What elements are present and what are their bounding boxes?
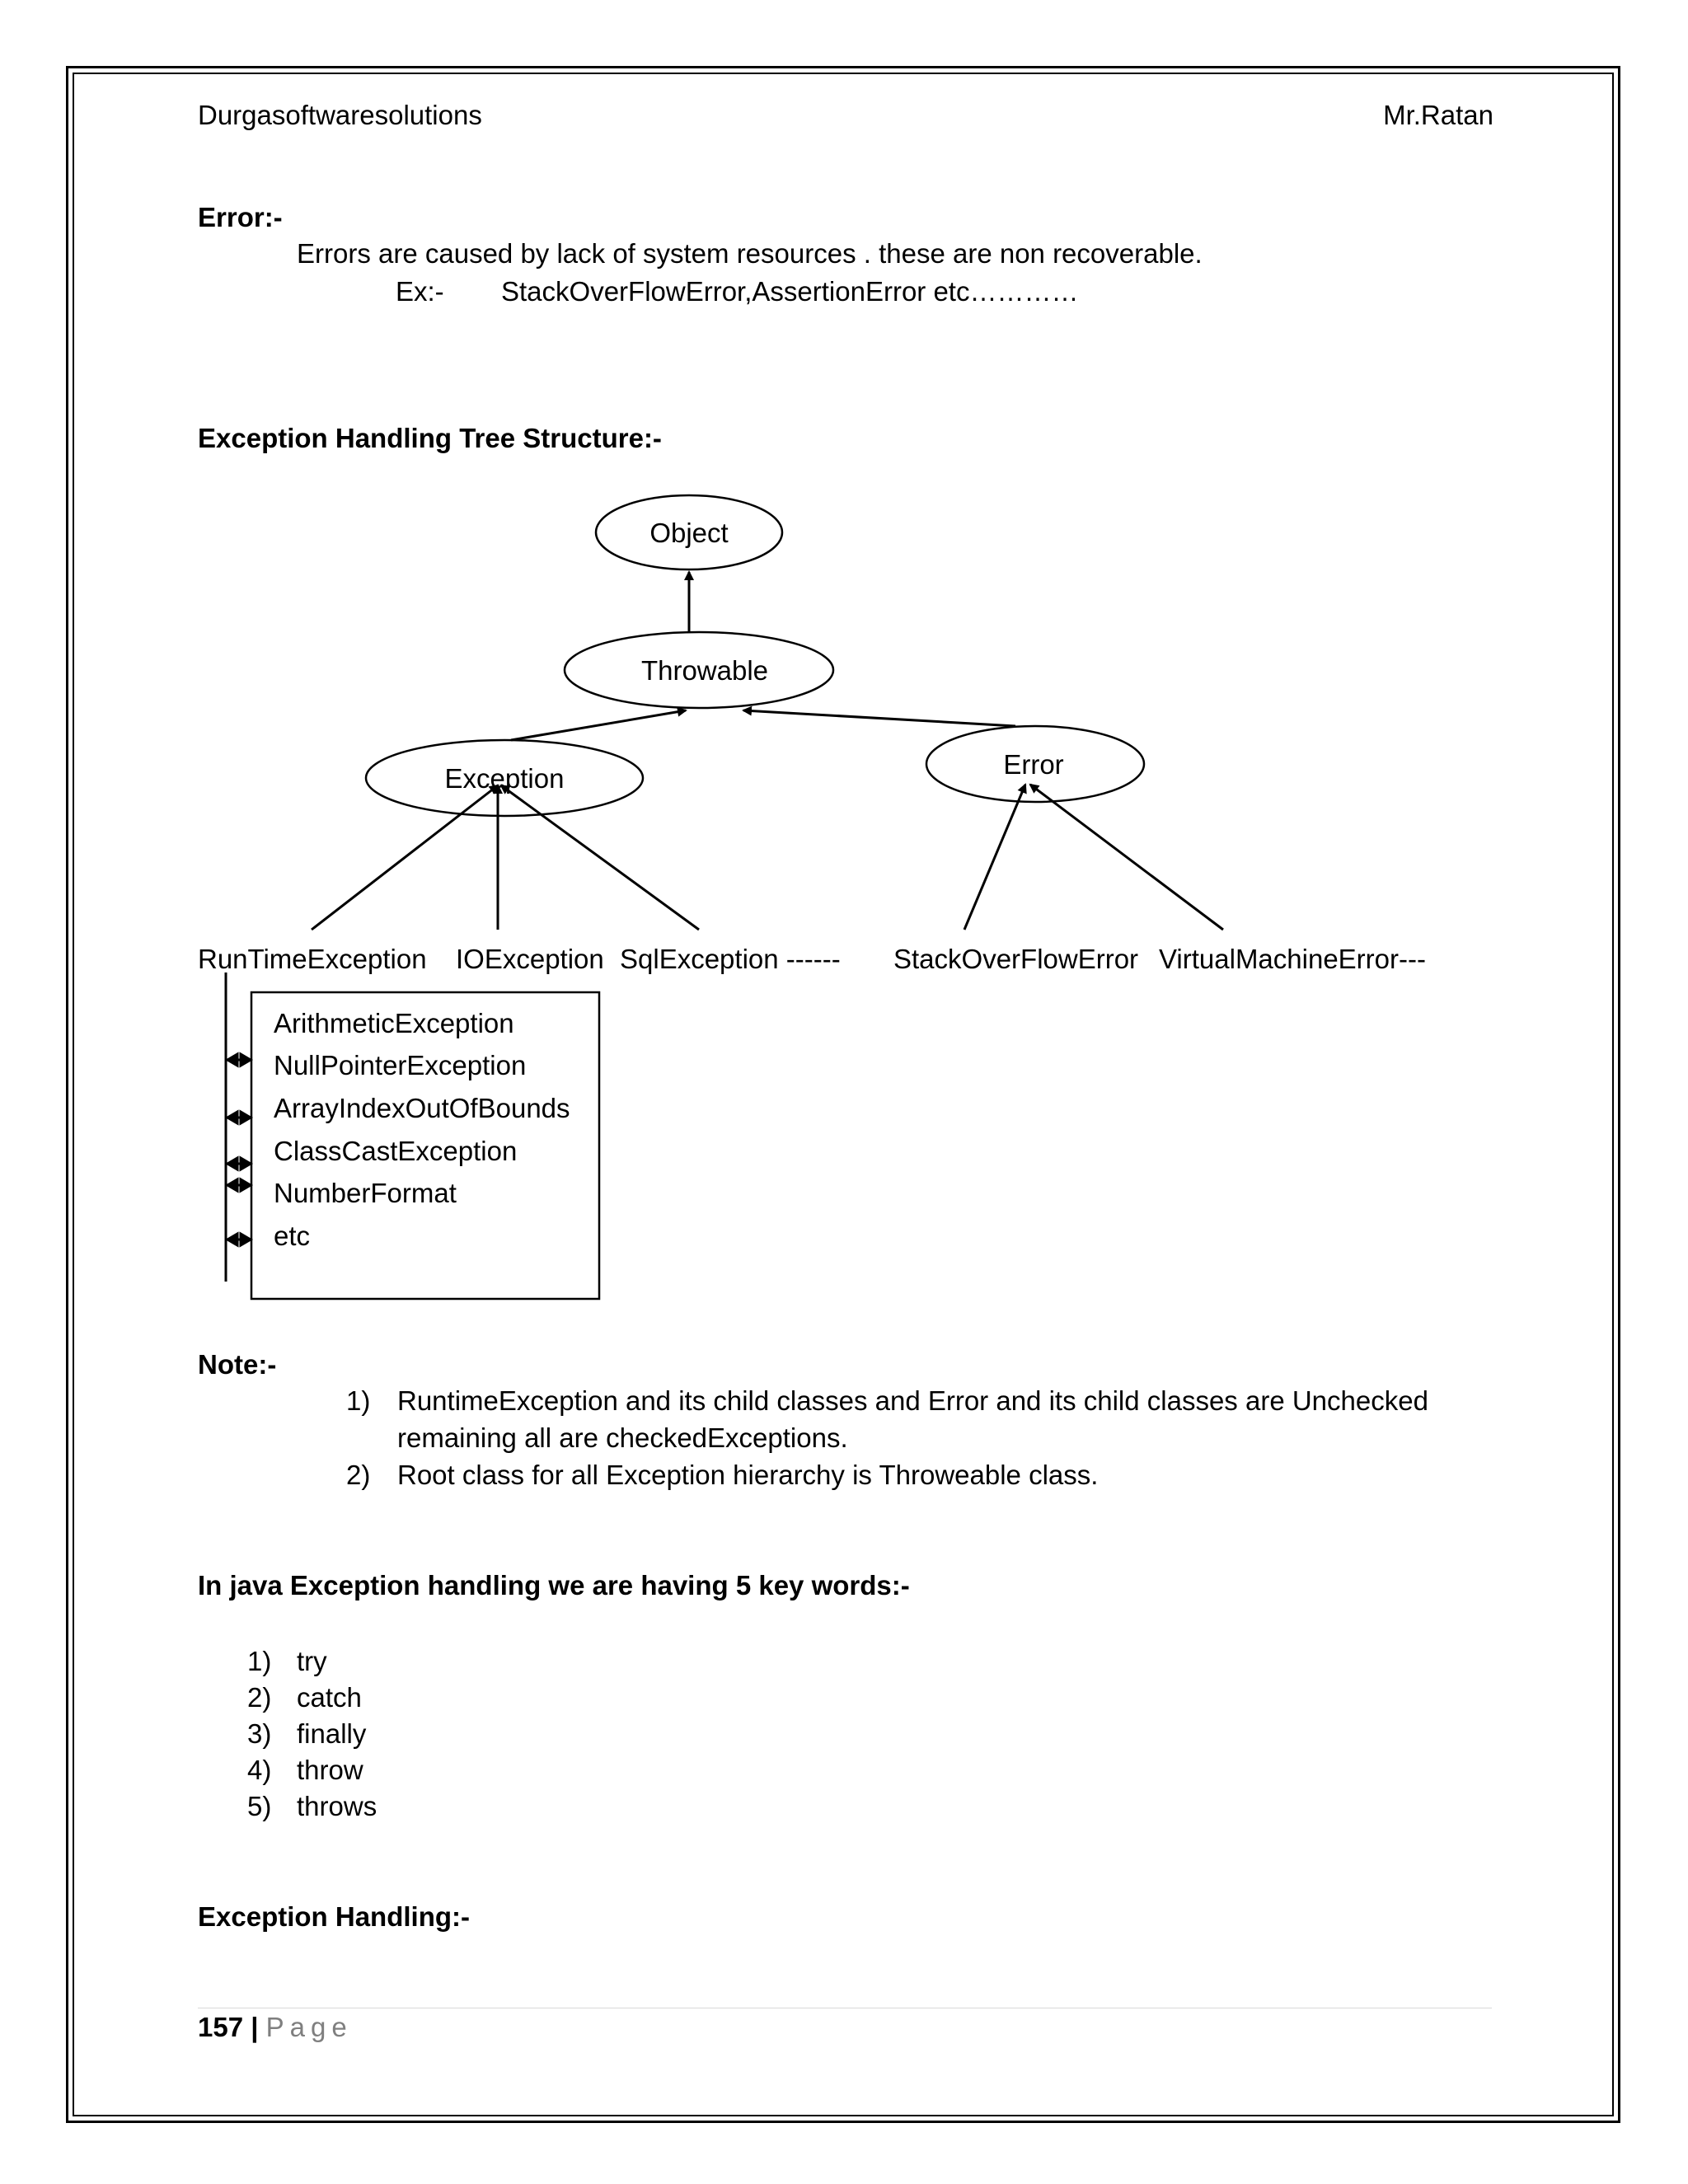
node-object-label: Object (649, 518, 729, 548)
page-label: Page (265, 2012, 353, 2042)
leaf-sql-exception: SqlException ------ (620, 944, 841, 974)
node-exception-label: Exception (444, 763, 565, 794)
footer (198, 2011, 353, 2044)
leaf-runtime-exception: RunTimeException (198, 944, 427, 974)
note-item-number: 2) (346, 1460, 371, 1490)
runtime-child-item: ArrayIndexOutOfBounds (274, 1093, 570, 1123)
note-heading: Note:- (198, 1349, 277, 1380)
edge-exception-throwable (511, 710, 686, 740)
page-number: 157 (198, 2012, 244, 2042)
note-item-number: 1) (346, 1385, 371, 1416)
leaf-vm-error: VirtualMachineError--- (1159, 944, 1426, 974)
runtime-child-item: ClassCastException (274, 1136, 518, 1166)
runtime-child-item: ArithmeticException (274, 1008, 514, 1038)
runtime-child-item: etc (274, 1221, 311, 1251)
runtime-child-item: NullPointerException (274, 1050, 527, 1080)
tree-heading: Exception Handling Tree Structure:- (198, 423, 662, 453)
footer-separator: | (251, 2012, 259, 2042)
edge-sql-exception (501, 785, 699, 930)
header-author: Mr.Ratan (1383, 100, 1493, 130)
edge-stackoverflow-error (964, 785, 1025, 930)
keyword-number: 5) (247, 1791, 272, 1821)
leaf-stackoverflow-error: StackOverFlowError (893, 944, 1139, 974)
keyword-number: 1) (247, 1646, 272, 1676)
header-company: Durgasoftwaresolutions (198, 100, 482, 130)
keyword-item: finally (297, 1718, 367, 1749)
keywords-heading: In java Exception handling we are having 5 key words:- (198, 1570, 910, 1601)
keyword-item: throws (297, 1791, 377, 1821)
keyword-item: try (297, 1646, 327, 1676)
edge-error-throwable (743, 710, 1015, 726)
leaf-io-exception: IOException (456, 944, 604, 974)
keyword-item: throw (297, 1755, 363, 1785)
edge-vm-error (1030, 785, 1223, 930)
note-item-text: RuntimeException and its child classes and Error and its child classes are Unchecked (397, 1385, 1428, 1416)
error-example-label: Ex:- (396, 276, 444, 307)
note-item-text: Root class for all Exception hierarchy is Throweable class. (397, 1460, 1099, 1490)
keyword-number: 2) (247, 1682, 272, 1713)
error-heading: Error:- (198, 202, 283, 232)
keyword-number: 4) (247, 1755, 272, 1785)
error-description: Errors are caused by lack of system resources . these are non recoverable. (297, 238, 1203, 269)
runtime-child-item: NumberFormat (274, 1178, 457, 1208)
node-throwable-label: Throwable (640, 655, 769, 686)
exception-handling-heading: Exception Handling:- (198, 1901, 470, 1932)
node-error-label: Error (1003, 749, 1064, 780)
edge-runtime-exception (312, 785, 498, 930)
keyword-item: catch (297, 1682, 362, 1713)
error-example-text: StackOverFlowError,AssertionError etc………… (501, 276, 1079, 307)
note-item-text-continued: remaining all are checkedExceptions. (397, 1422, 848, 1453)
keyword-number: 3) (247, 1718, 272, 1749)
